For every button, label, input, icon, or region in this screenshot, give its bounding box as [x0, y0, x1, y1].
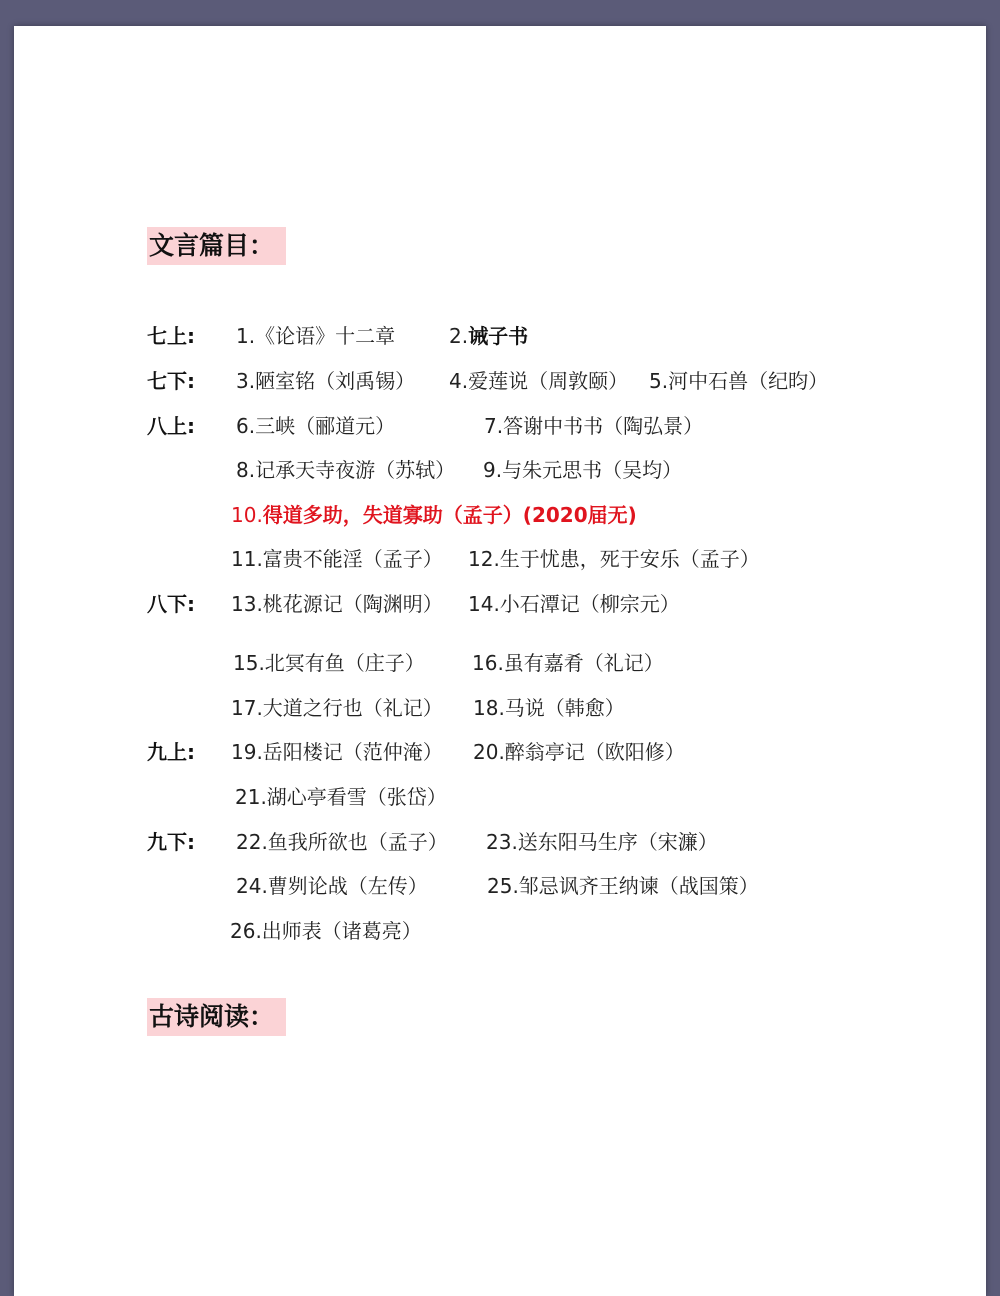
list-item: 19.岳阳楼记（范仲淹） — [231, 740, 443, 764]
list-item: 25.邹忌讽齐王纳谏（战国策） — [487, 874, 759, 898]
section-heading-text: 古诗阅读： — [149, 1002, 275, 1031]
list-item: 7.答谢中书书（陶弘景） — [484, 414, 704, 438]
list-item: 14.小石潭记（柳宗元） — [468, 592, 680, 616]
list-item-highlighted — [231, 499, 637, 531]
grade-label: 八下: — [147, 592, 195, 616]
item-number: 2. — [449, 324, 469, 348]
list-item: 1.《论语》十二章 — [236, 324, 396, 348]
list-item: 15.北冥有鱼（庄子） — [233, 651, 425, 675]
list-item: 13.桃花源记（陶渊明） — [231, 592, 443, 616]
list-item: 9.与朱元思书（吴均） — [483, 458, 683, 482]
list-item: 24.曹刿论战（左传） — [236, 874, 428, 898]
grade-label: 八上: — [147, 414, 195, 438]
list-item: 16.虽有嘉肴（礼记） — [472, 651, 664, 675]
list-item: 8.记承天寺夜游（苏轼） — [236, 458, 456, 482]
list-item: 21.湖心亭看雪（张岱） — [235, 785, 447, 809]
section-heading-classical — [147, 227, 286, 265]
section-heading-text: 文言篇目： — [149, 231, 275, 260]
item-number: 10. — [231, 503, 263, 527]
grade-label: 九下: — [147, 830, 195, 854]
list-item: 22.鱼我所欲也（孟子） — [236, 830, 448, 854]
list-item: 4.爱莲说（周敦颐） — [449, 369, 629, 393]
grade-label: 九上: — [147, 740, 195, 764]
list-item: 12.生于忧患，死于安乐（孟子） — [468, 547, 760, 571]
grade-label: 七上: — [147, 324, 195, 348]
list-item: 6.三峡（郦道元） — [236, 414, 396, 438]
item-title: 得道多助，失道寡助（孟子）(2020届无) — [262, 503, 637, 527]
list-item: 20.醉翁亭记（欧阳修） — [473, 740, 685, 764]
list-item: 26.出师表（诸葛亮） — [230, 919, 422, 943]
list-item: 3.陋室铭（刘禹锡） — [236, 369, 416, 393]
item-title: 诫子书 — [468, 324, 529, 348]
list-item — [449, 320, 528, 352]
section-heading-poetry — [147, 998, 286, 1036]
list-item: 11.富贵不能淫（孟子） — [231, 547, 443, 571]
list-item: 17.大道之行也（礼记） — [231, 696, 443, 720]
grade-label: 七下: — [147, 369, 195, 393]
list-item: 18.马说（韩愈） — [473, 696, 625, 720]
list-item: 23.送东阳马生序（宋濂） — [486, 830, 718, 854]
list-item: 5.河中石兽（纪昀） — [649, 369, 829, 393]
